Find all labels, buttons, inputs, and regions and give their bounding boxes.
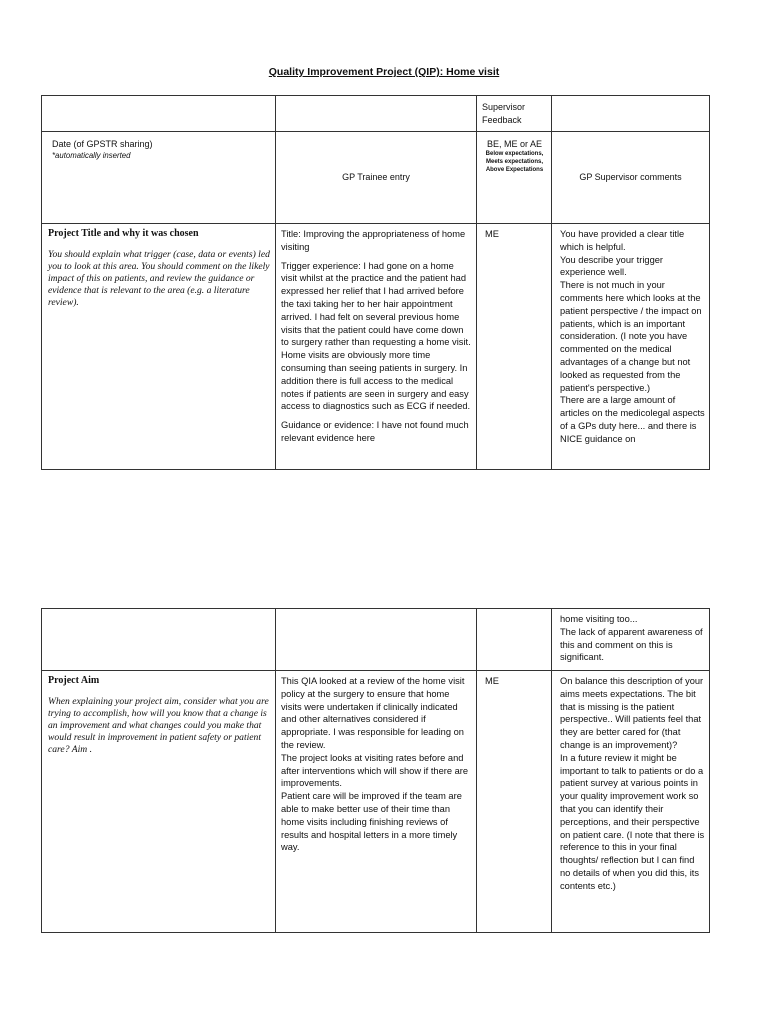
date-header-cell [42,132,276,224]
document-title: Quality Improvement Project (QIP): Home visit [268,66,500,78]
blank-cell [42,96,276,132]
date-label: Date (of GPSTR sharing) [52,139,153,149]
entry-guidance: Guidance or evidence: I have not found much relevant evidence here [281,420,469,443]
project-title-heading: Project Title and why it was chosen [48,228,199,239]
supervisor-comments-cell [552,224,710,470]
rating-options: BE, ME or AE [486,139,543,149]
project-title-instructions: You should explain what trigger (case, data or events) led you to look at this area. You should comment on the likely impact of this on patients, and review the guidance or evidence that is relevant to the area (e.g. a literature review). [48,248,270,308]
project-aim-entry: This QIA looked at a review of the home visit policy at the surgery to ensure that home visits were undertaken if clinically indicated and other alternatives considered if appropriate. I was responsible for leading on the review. The project looks at visiting rates before and after interventions which will show if there are improvements. Patient care will be improved if the team are able to make better use of their time than home visits including finishing reviews of results and hospital letters in a more timely way. [281,676,469,853]
blank-cell [42,609,276,671]
project-aim-instructions: When explaining your project aim, consider what you are trying to accomplish, how will you know that a change is an improvement and what changes could you make that would result in improvement in patient safety or patient care? Aim . [48,695,269,755]
rating-cell [477,224,552,470]
project-aim-prompt-cell [42,671,276,933]
supervisor-feedback-label: Supervisor Feedback [482,102,526,125]
blank-cell [552,96,710,132]
blank-cell [477,609,552,671]
blank-cell [276,96,477,132]
supervisor-comments-cell [552,671,710,933]
project-aim-heading: Project Aim [48,675,100,686]
rating-help-text: Below expectations, Meets expectations, Above Expectations [485,151,544,173]
blank-cell [276,609,477,671]
qip-table-page-1 [41,95,710,470]
auto-inserted-note: *automatically inserted [52,150,131,160]
project-title-prompt-cell [42,224,276,470]
trainee-entry-cell [276,671,477,933]
supervisor-feedback-header [477,96,552,132]
trainee-entry-label: GP Trainee entry [342,172,410,183]
rating-value: ME [485,676,499,686]
rating-header [477,132,552,224]
supervisor-comments: On balance this description of your aims meets expectations. The bit that is missing is the patient perspective.. Will patients feel that they are better cared for (that change is an improvement)? In a future review it might be important to talk to patients or do a patient survey at various points in your quality improvement work so that you can identify their perceptions, and their perspective on patient care. (I note that there is reference to this in your final thoughts/ reflection but I can find no details of when you did this, its contents etc.) [560,676,705,891]
continued-comments: home visiting too... The lack of apparent awareness of this and comment on this is significant. [560,614,703,663]
entry-trigger: Trigger experience: I had gone on a home visit whilst at the practice and the patient had expressed her relief that I had arrived before the taxi taking her to her hair appointment arrived. I had felt on several previous home visits that the patient could have come down to surgery rather than requesting a home visit. Home visits are obviously more time consuming than seeing patients in surgery. In addition there is full access to the medical notes if patients are seen in surgery and easy access to diagnostics such as ECG if needed. [281,260,471,412]
trainee-entry-header [276,132,477,224]
rating-cell [477,671,552,933]
trainee-entry-cell [276,224,477,470]
supervisor-comments-label: GP Supervisor comments [579,172,682,183]
continued-comments-cell [552,609,710,671]
supervisor-comments: You have provided a clear title which is helpful. You describe your trigger experience well. There is not much in your comments here which looks at the patient perspective / the impact on patients, which is an important consideration. (I note you have commented on the medical advantages of a change but not looked as requested from the patient's perspective.) There are a large amount of articles on the medicolegal aspects of a GPs duty here... and there is NICE guidance on [560,229,705,444]
entry-title: Title: Improving the appropriateness of home visiting [281,229,466,252]
rating-value: ME [485,229,499,239]
qip-table-page-2 [41,608,710,933]
supervisor-comments-header [552,132,710,224]
